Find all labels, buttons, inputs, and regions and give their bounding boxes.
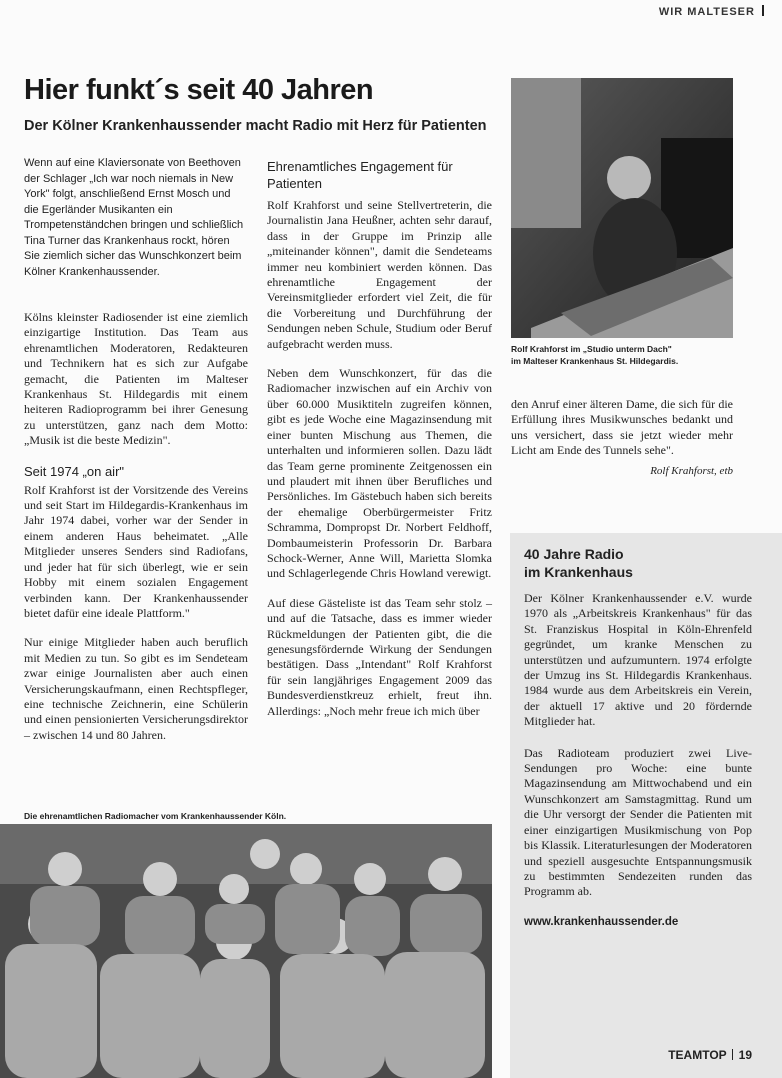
article-subtitle: Der Kölner Krankenhaussender macht Radio mit Herz für Patienten (24, 118, 487, 134)
sidebar-url-link[interactable]: www.krankenhaussender.de (524, 915, 679, 928)
studio-photo (511, 78, 733, 338)
footer-bar (732, 1049, 734, 1060)
sidebar-box (510, 533, 782, 1078)
paragraph-7: den Anruf einer älteren Dame, die sich für die Erfüllung ihres Musikwunsches bedankt und uns versichert, dass sie jetzt wieder mehr Licht am Ende des Tunnels sehe". (511, 397, 733, 458)
section-label: WIR MALTESER (658, 6, 755, 18)
sidebar-title-line2: im Krankenhaus (524, 564, 633, 580)
paragraph-1: Kölns kleinster Radiosender ist eine ziemlich einzigartige Institution. Das Team aus ehrenamtlichen Moderatoren, Redakteuren und Technikern hat es sich zur Aufgabe gemacht, die Patienten im Malteser Krankenhaus St. Hildegardis mit einem heiteren Radioprogramm bei ihrer Genesung zu unterstützen, ganz nach dem Motto: „Musik ist die beste Medizin". (24, 310, 248, 448)
paragraph-2: Rolf Krahforst ist der Vorsitzende des Vereins und seit Start im Hildegardis-Krankenhaus im Jahr 1974 dabei, vorher war der Sender in einem anderen Haus beheimatet. „Alle Mitglieder unseres Senders sind Radiofans, und jeder hat für sich überlegt, wie er sein Hobby mit einem sozialen Engagement verbinden kann. Der Krankenhaussender bietet dafür eine ideale Plattform." (24, 482, 248, 620)
section-bar (762, 5, 764, 16)
heading-1974: Seit 1974 „on air" (24, 463, 125, 479)
sidebar-title-line1: 40 Jahre Radio (524, 546, 624, 562)
paragraph-4: Rolf Krahforst und seine Stellvertreterin, die Journalistin Jana Heußner, achten sehr darauf, dass in der Gruppe im Prinzip alle „miteinander können", damit die Sendeteams immer neu kombiniert werden können. Das ehrenamtliche Engagement der Vereinsmitglieder erfordert viel Zeit, die für die Vorbereitung und Durchführung der Sendungen neben Schule, Studium oder Beruf aufgebracht werden muss. (267, 198, 492, 351)
column-1 (24, 156, 248, 743)
studio-photo-caption (511, 343, 741, 367)
paragraph-3: Nur einige Mitglieder haben auch beruflich mit Medien zu tun. So gibt es im Sendeteam zwar einige Journalisten aber auch einen Versicherungskaufmann, einen Rechtspfleger, eine technische Zeichnerin, eine Schülerin und einen pensionierten Versicherungsdirektor – zwischen 14 und 80 Jahren. (24, 635, 248, 742)
group-photo-caption: Die ehrenamtlichen Radiomacher vom Krankenhaussender Köln. (24, 811, 287, 821)
group-photo (0, 824, 492, 1078)
footer-brand: TEAMTOP (668, 1048, 727, 1062)
section-header (659, 5, 764, 18)
sidebar-title (524, 545, 752, 581)
page-footer (668, 1048, 752, 1062)
column-3-top (511, 397, 733, 477)
heading-engagement: Ehrenamtliches Engagement für Patienten (267, 159, 453, 191)
paragraph-6: Auf diese Gästeliste ist das Team sehr stolz – und auf die Tatsache, dass es immer wieder Rückmeldungen der Patienten gibt, die die genesungsfördernde Wirkung der Sendungen bestätigen. Dass „Intendant" Rolf Krahforst für sein langjähriges Engagement 2009 das Bundesverdienstkreuz erhielt, freut ihn. Allerdings: „Noch mehr freue ich mich über (267, 595, 492, 718)
studio-caption-line2: im Malteser Krankenhaus St. Hildegardis. (511, 356, 679, 366)
studio-photo-image (511, 78, 733, 338)
paragraph-5: Neben dem Wunschkonzert, für das die Radiomacher inzwischen auf ein Archiv von über 60.000 Musiktiteln zugreifen können, gibt es jede Woche eine Magazinsendung mit einer bunten Mischung aus Themen, die unterhalten und informieren sollen. Dazu lädt das Team gerne prominente Zeitgenossen ein und plaudert mit ihnen über Berufliches und Persönliches. Im Gästebuch haben sich bereits der ehemalige Oberbürgermeister Fritz Schramma, Dompropst Dr. Norbert Feldhoff, Dombaumeisterin Professorin Dr. Barbara Schock-Werner, Anne Will, Marietta Slomka und Schlagerlegende Chris Howland verewigt. (267, 366, 492, 581)
lead-paragraph: Wenn auf eine Klaviersonate von Beethoven der Schlager „Ich war noch niemals in New York" folgt, anschließend Ernst Mosch und die Egerländer Musikanten ein Trompetenständchen bringen und schließlich Tina Turner das Krankenhaus rockt, hören Sie ziemlich sicher das Wunschkonzert beim Kölner Krankenhaussender. (24, 157, 244, 278)
studio-caption-line1: Rolf Krahforst im „Studio unterm Dach" (511, 344, 672, 354)
sidebar-paragraph-1: Der Kölner Krankenhaussender e.V. wurde 1970 als „Arbeitskreis Krankenhaus" für das St. Franziskus Hospital in Köln-Ehrenfeld gegründet, um kranke Menschen zu unterstützen und aufzumuntern. 1974 erfolgte der Umzug ins St. Hildegardis Krankenhaus. 1984 wurde aus dem Arbeitskreis ein Verein, der aktuell 17 aktive und 20 fördernde Mitglieder hat. (524, 591, 752, 729)
author-credit: Rolf Krahforst, etb (650, 464, 733, 477)
sidebar-paragraph-2: Das Radioteam produziert zwei Live-Sendungen pro Woche: eine bunte Magazinsendung am Mittwochabend und ein Wunschkonzert am Samstagmittag. Rund um die Uhr versorgt der Sender die Patienten mit einer einzigartigen Musikmischung von Pop bis Klassik. Literaturlesungen der Moderatoren und speziell ausgesuchte Entspannungsmusik zu bestimmten Sendezeiten runden das Programm ab. (524, 745, 752, 899)
group-photo-image (0, 824, 492, 1078)
column-2 (267, 158, 492, 719)
page-number: 19 (738, 1048, 752, 1062)
article-title: Hier funkt´s seit 40 Jahren (24, 74, 374, 106)
